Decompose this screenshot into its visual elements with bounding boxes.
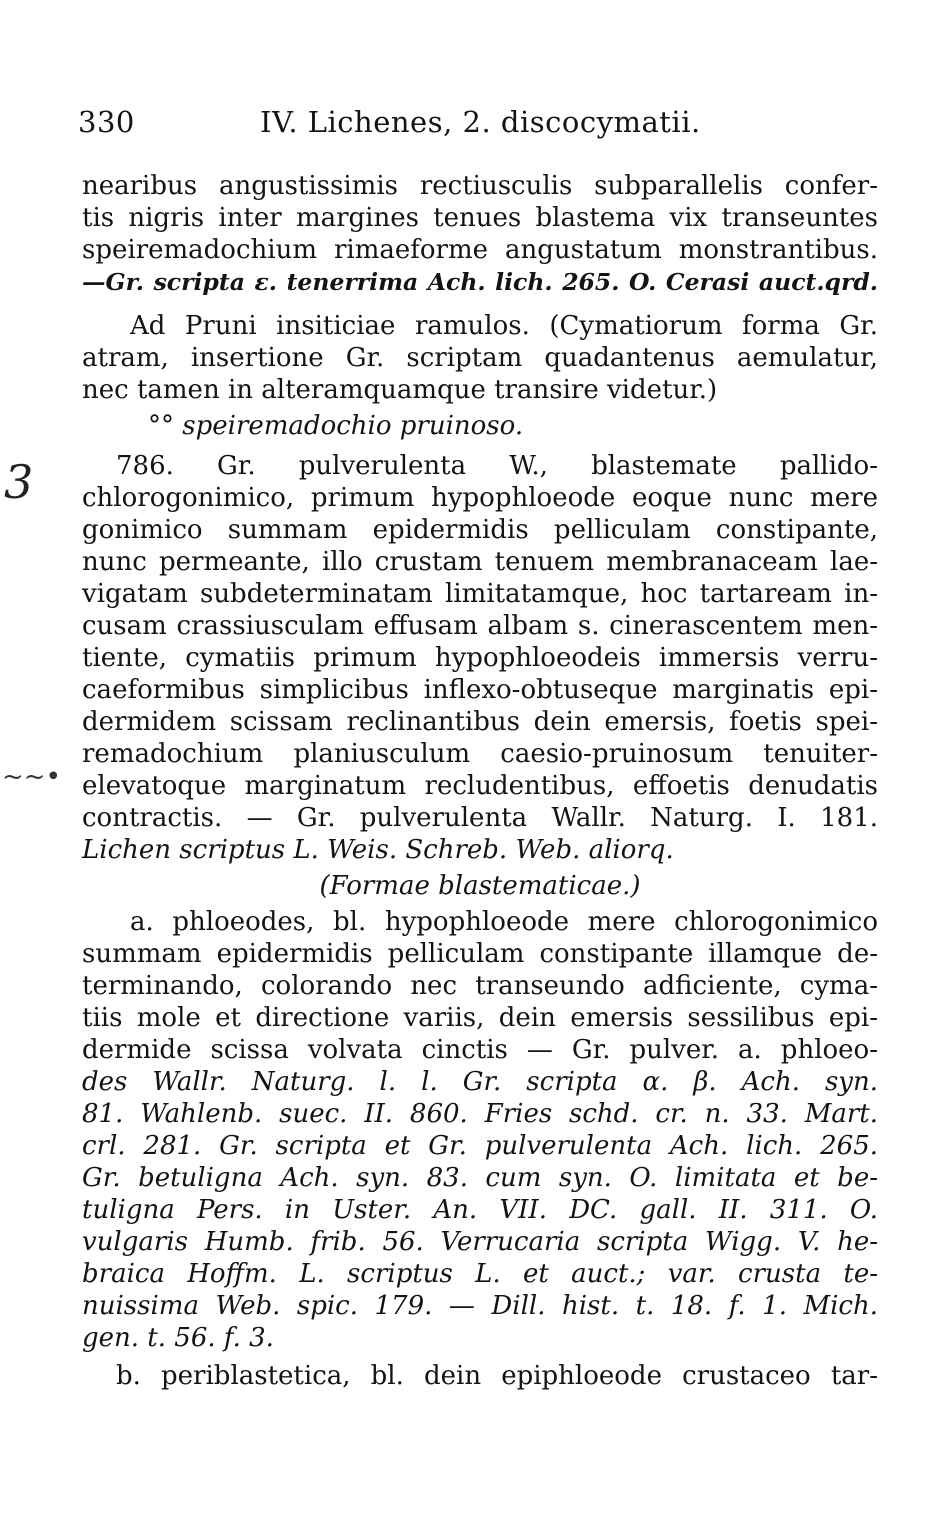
running-title: IV. Lichenes, 2. discocymatii. — [260, 105, 701, 139]
text-line: 81. Wahlenb. suec. II. 860. Fries schd. cr. n. 33. Mart. — [82, 1099, 878, 1129]
margin-annotation: 3 — [4, 455, 34, 509]
text-line: caeformibus simplicibus inflexo-obtuseque marginatis epi- — [82, 675, 878, 705]
text-line: vulgaris Humb. frib. 56. Verrucaria scripta Wigg. V. he- — [82, 1227, 878, 1257]
text-line: braica Hoffm. L. scriptus L. et auct.; var. crusta te- — [82, 1259, 878, 1289]
text-line: vigatam subdeterminatam limitatamque, hoc tartaream in- — [82, 579, 878, 609]
text-line: chlorogonimico, primum hypophloeode eoque nunc mere — [82, 483, 878, 513]
text-line: Ad Pruni insiticiae ramulos. (Cymatiorum forma Gr. — [130, 311, 878, 341]
text-line: b. periblastetica, bl. dein epiphloeode crustaceo tar- — [116, 1361, 878, 1391]
text-line: nuissima Web. spic. 179. — Dill. hist. t. 18. f. 1. Mich. — [82, 1291, 878, 1321]
text-line: nearibus angustissimis rectiusculis subparallelis confer- — [82, 171, 878, 201]
text-line: contractis. — Gr. pulverulenta Wallr. Naturg. I. 181. — [82, 803, 878, 833]
subsection-heading: °° speiremadochio pruinoso. — [148, 411, 524, 441]
text-line: tuligna Pers. in Uster. An. VII. DC. gall. II. 311. O. — [82, 1195, 878, 1225]
text-line: des Wallr. Naturg. l. l. Gr. scripta α. β. Ach. syn. — [82, 1067, 878, 1097]
text-line: tiente, cymatiis primum hypophloeodeis immersis verru- — [82, 643, 878, 673]
text-line: tiis mole et directione variis, dein emersis sessilibus epi- — [82, 1003, 878, 1033]
page-header — [78, 105, 878, 145]
text-line: nec tamen in alteramquamque transire videtur.) — [82, 375, 718, 405]
text-line: dermidem scissam reclinantibus dein emersis, foetis spei- — [82, 707, 878, 737]
text-line: summam epidermidis pelliculam constipante illamque de- — [82, 939, 878, 969]
text-line: gonimico summam epidermidis pelliculam constipante, — [82, 515, 878, 545]
text-line: gen. t. 56. f. 3. — [82, 1323, 274, 1353]
text-line: terminando, colorando nec transeundo adficiente, cyma- — [82, 971, 878, 1001]
text-line: elevatoque marginatum recludentibus, effoetis denudatis — [82, 771, 878, 801]
text-line: —Gr. scripta ε. tenerrima Ach. lich. 265. O. Cerasi auct.qrd. — [82, 268, 878, 296]
margin-arrow-mark: ~~• — [2, 762, 61, 792]
species-heading: 786. Gr. pulverulenta W., blastemate pallido- — [116, 451, 878, 481]
text-line: a. phloeodes, bl. hypophloeode mere chlorogonimico — [130, 907, 878, 937]
text-line: dermide scissa volvata cinctis — Gr. pulver. a. phloeo- — [82, 1035, 878, 1065]
text-line: crl. 281. Gr. scripta et Gr. pulverulenta Ach. lich. 265. — [82, 1131, 878, 1161]
page-number: 330 — [78, 105, 135, 139]
text-line: speiremadochium rimaeforme angustatum monstrantibus. — [82, 235, 878, 265]
text-line: Gr. betuligna Ach. syn. 83. cum syn. O. limitata et be- — [82, 1163, 878, 1193]
text-line: Lichen scriptus L. Weis. Schreb. Web. aliorq. — [82, 835, 674, 865]
text-line: tis nigris inter margines tenues blastema vix transeuntes — [82, 203, 878, 233]
text-line: atram, insertione Gr. scriptam quadantenus aemulatur, — [82, 343, 878, 373]
text-line: nunc permeante, illo crustam tenuem membranaceam lae- — [82, 547, 878, 577]
forms-heading: (Formae blastematicae.) — [319, 871, 641, 901]
text-line: cusam crassiusculam effusam albam s. cinerascentem men- — [82, 611, 878, 641]
text-line: remadochium planiusculum caesio-pruinosum tenuiter- — [82, 739, 878, 769]
